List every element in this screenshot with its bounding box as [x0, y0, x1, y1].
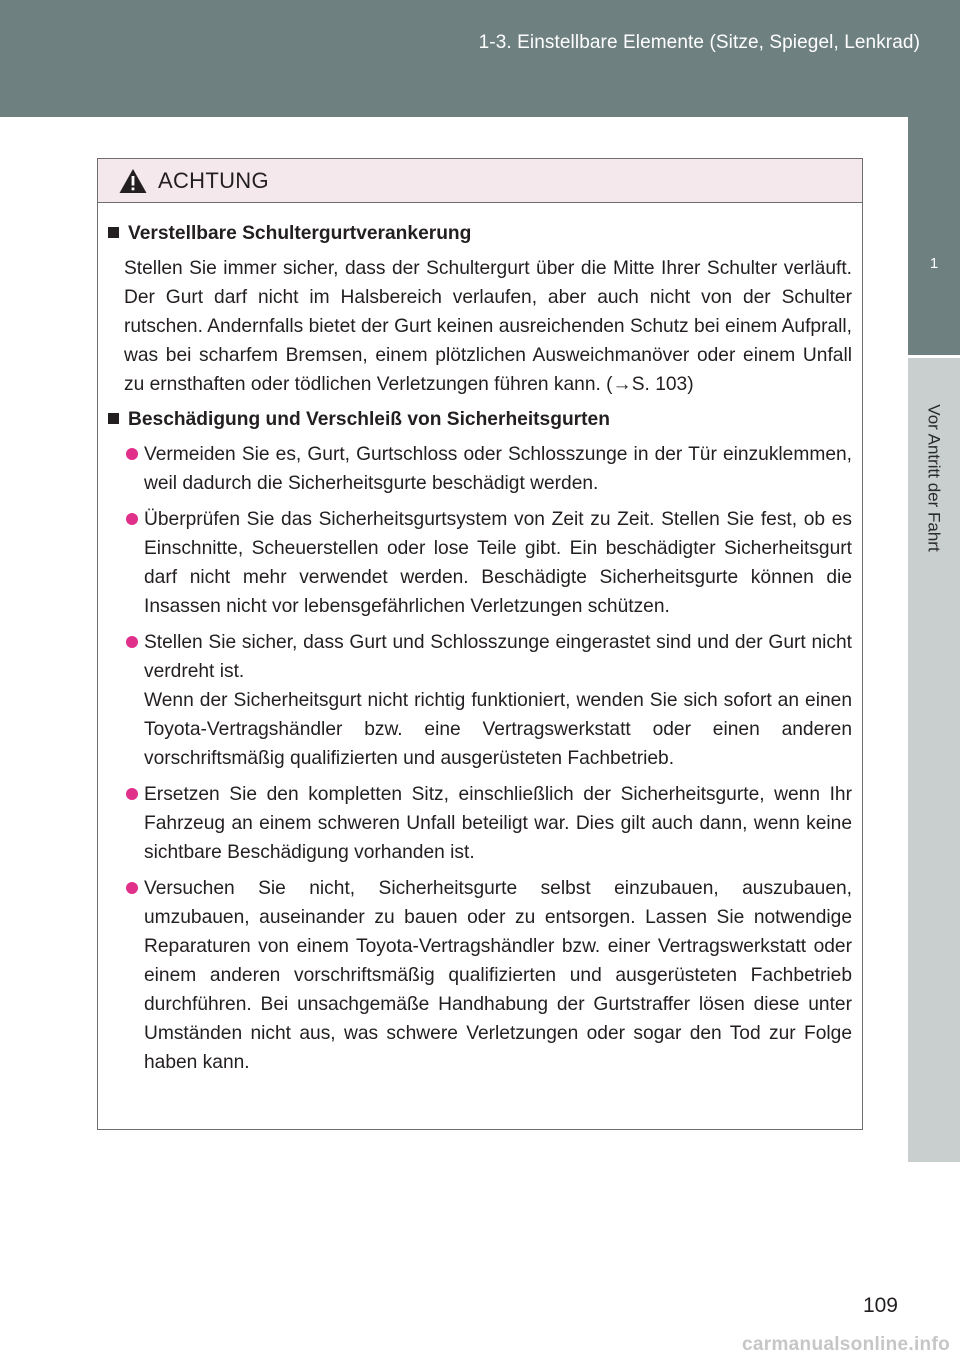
top-band [0, 0, 960, 117]
warning-triangle-icon [118, 167, 148, 195]
section-heading-text: Verstellbare Schultergurtverankerung [128, 223, 472, 244]
section-belt-damage [108, 405, 852, 1077]
section-heading [108, 219, 852, 248]
list-item-body [144, 628, 852, 773]
section-shoulder-anchor [108, 219, 852, 399]
list-item [108, 505, 852, 621]
side-tab-dark [908, 117, 960, 355]
watermark: carmanualsonline.info [742, 1334, 950, 1355]
caution-content [98, 203, 862, 1077]
square-bullet-icon [108, 227, 119, 238]
list-item [108, 440, 852, 498]
section-heading-text: Beschädigung und Verschleiß von Sicherheitsgurten [128, 409, 610, 430]
side-tab-number: 1 [929, 255, 939, 272]
round-bullet-icon [126, 513, 138, 525]
side-tab-label [908, 358, 960, 598]
list-item [108, 874, 852, 1077]
list-item-text: Versuchen Sie nicht, Sicherheitsgurte selbst einzubauen, auszubauen, umzubauen, auseinander zu bauen oder zu entsorgen. Lassen Sie notwendige Reparaturen von einem Toyota-Vertragshändler bzw. einer Vertragswerkstatt oder einem anderen vorschriftsmäßig qualifizierten und ausgerüsteten Fachbetrieb durchführen. Bei unsachgemäße Handhabung der Gurtstraffer lösen diese unter Umständen nicht aus, was schwere Verletzungen oder sogar den Tod zur Folge haben kann. [144, 878, 852, 1073]
running-header: 1-3. Einstellbare Elemente (Sitze, Spiegel, Lenkrad) [478, 32, 920, 53]
list-item-text: Stellen Sie sicher, dass Gurt und Schlosszunge eingerastet sind und der Gurt nicht verdreht ist. [144, 632, 852, 682]
caution-title: ACHTUNG [158, 167, 269, 193]
list-item-text: Ersetzen Sie den kompletten Sitz, einschließlich der Sicherheitsgurte, wenn Ihr Fahrzeug an einem schweren Unfall beteiligt war. Dies gilt auch dann, wenn keine sichtbare Beschädigung vorhanden ist. [144, 784, 852, 863]
round-bullet-icon [126, 882, 138, 894]
caution-header [98, 159, 862, 203]
round-bullet-icon [126, 788, 138, 800]
section-heading [108, 405, 852, 434]
square-bullet-icon [108, 413, 119, 424]
list-item-text-continued: Wenn der Sicherheitsgurt nicht richtig funktioniert, wenden Sie sich sofort an einen Toyota-Vertragshändler bzw. eine Vertragswerkstatt oder einen anderen vorschriftsmäßig qualifizierten und ausgerüsteten Fachbetrieb. [144, 690, 852, 769]
caution-box [97, 158, 863, 1130]
list-item-text: Vermeiden Sie es, Gurt, Gurtschloss oder Schlosszunge in der Tür einzuklemmen, weil dadurch die Sicherheitsgurte beschädigt werden. [144, 444, 852, 494]
list-item [108, 780, 852, 867]
round-bullet-icon [126, 636, 138, 648]
list-item-text: Überprüfen Sie das Sicherheitsgurtsystem von Zeit zu Zeit. Stellen Sie fest, ob es Einschnitte, Scheuerstellen oder lose Teile gibt. Ein beschädigter Sicherheitsgurt darf nicht mehr verwendet werden. Beschädigte Sicherheitsgurte können die Insassen nicht vor lebensgefährlichen Verletzungen schützen. [144, 509, 852, 617]
list-item [108, 628, 852, 773]
side-tab-label-text: Vor Antritt der Fahrt [925, 404, 944, 552]
round-bullet-icon [126, 448, 138, 460]
page-number: 109 [862, 1294, 898, 1317]
section-paragraph: Stellen Sie immer sicher, dass der Schultergurt über die Mitte Ihrer Schulter verläuft. Der Gurt darf nicht im Halsbereich verlaufen, aber auch nicht von der Schulter rutschen. Andernfalls bietet der Gurt keinen ausreichenden Schutz bei einem Aufprall, was bei scharfem Bremsen, einem plötzlichen Ausweichmanöver oder einem Unfall zu ernsthaften oder tödlichen Verletzungen führen kann. (→S. 103) [124, 258, 852, 395]
